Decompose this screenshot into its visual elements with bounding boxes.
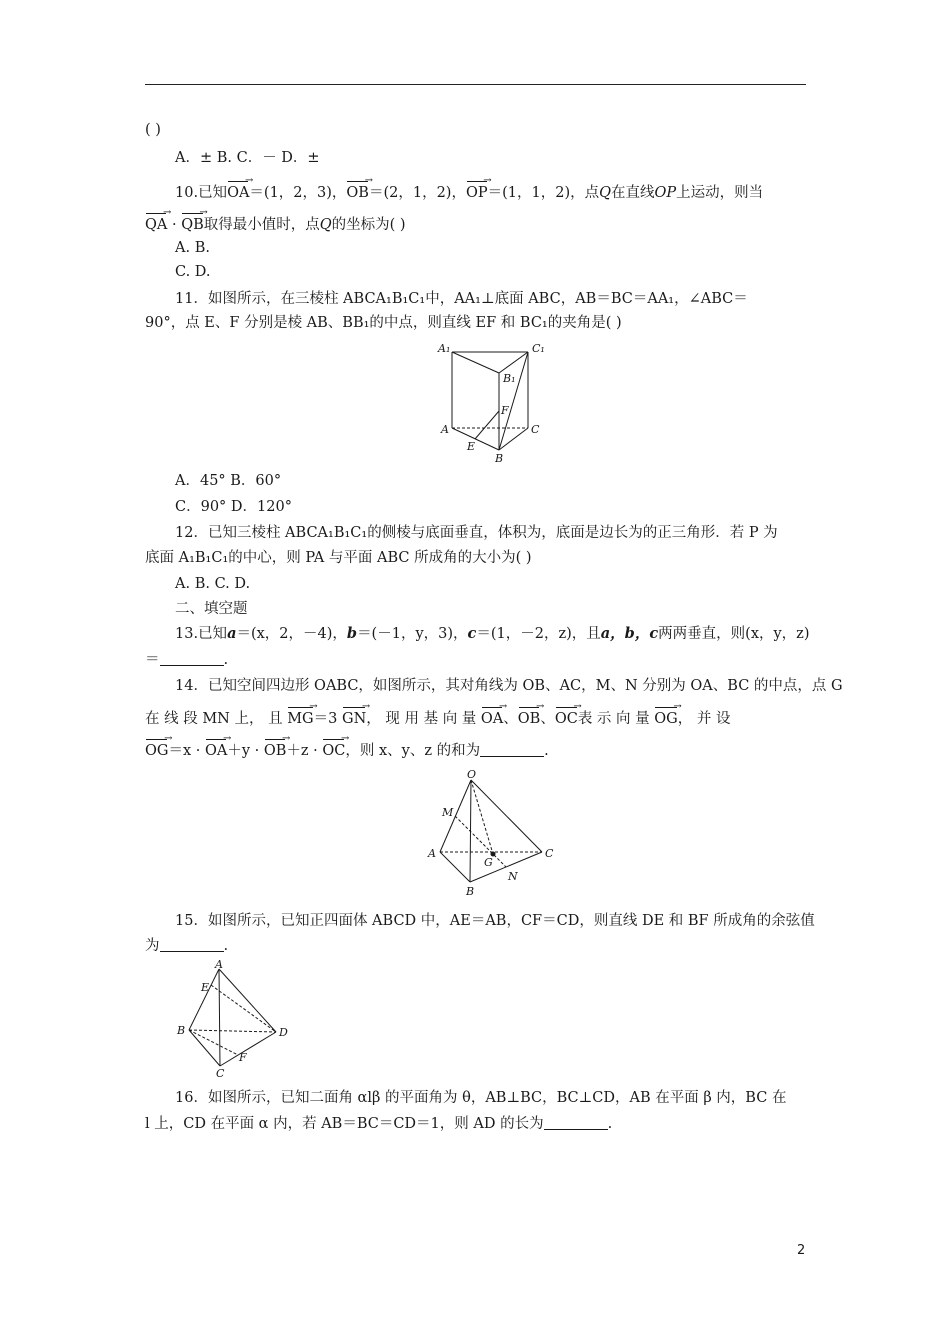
q13-line2: ＝ . — [145, 652, 229, 668]
label-B: B — [466, 885, 475, 898]
regular-tetrahedron-abcd-figure — [172, 958, 292, 1078]
label-F: F — [501, 404, 509, 417]
label-C1: C₁ — [532, 342, 545, 355]
label-F: F — [239, 1051, 247, 1064]
q9-options: A．± B. C．－ D．± — [175, 150, 320, 166]
q15-line1: 15．如图所示，已知正四面体 ABCD 中，AE＝AB，CF＝CD，则直线 DE 和 BF 所成角的余弦值 — [175, 913, 815, 929]
q12-options: A. B. C. D. — [175, 576, 251, 592]
q13-answer-blank — [160, 651, 224, 666]
q10-options-1: A. B. — [175, 240, 210, 256]
label-A: A — [428, 847, 436, 860]
q15-line2: 为 . — [145, 938, 229, 954]
q16-line1: 16．如图所示，已知二面角 αlβ 的平面角为 θ，AB⊥BC，BC⊥CD，AB 在平面 β 内，BC 在 — [175, 1090, 787, 1106]
label-C: C — [531, 423, 540, 436]
q14-line3: OG →＝x · OA →＋y · OB →＋z · OC →，则 x、y、z 的和为 . — [145, 738, 549, 761]
label-A: A — [441, 423, 449, 436]
label-B1: B₁ — [503, 372, 516, 385]
vector-qb: QB → — [181, 212, 204, 235]
vector-qa: QA → — [145, 212, 167, 235]
q13-line1: 13.已知a＝(x，2，－4)，b＝(－1，y，3)，c＝(1，－2，z)，且a，b，c两两垂直，则(x，y，z) — [175, 625, 810, 642]
vector-oa: OA → — [227, 180, 249, 203]
q15-answer-blank — [160, 937, 224, 952]
label-N: N — [508, 870, 518, 883]
q14-line1: 14．已知空间四边形 OABC，如图所示，其对角线为 OB、AC，M、N 分别为 OA、BC 的中点，点 G — [175, 678, 843, 694]
q10-line1: 10.已知OA →＝(1，2，3)，OB →＝(2，1，2)，OP →＝(1，1，2)，点Q在直线OP上运动，则当 — [175, 180, 763, 203]
label-D: D — [279, 1026, 288, 1039]
q10-options-2: C. D. — [175, 264, 211, 280]
label-G: G — [484, 856, 493, 869]
tetrahedron-oabc-figure — [425, 768, 560, 903]
label-B: B — [495, 452, 504, 465]
label-E: E — [201, 981, 210, 994]
q16-answer-blank — [544, 1115, 608, 1130]
vector-op: OP → — [466, 180, 488, 203]
q11-options-2: C．90° D．120° — [175, 499, 292, 515]
q14-answer-blank — [480, 742, 544, 757]
label-A1: A₁ — [438, 342, 451, 355]
q11-options-1: A．45° B．60° — [175, 473, 282, 489]
q9-paren: ( ) — [145, 122, 161, 138]
label-B: B — [177, 1024, 186, 1037]
label-E: E — [467, 440, 476, 453]
label-M: M — [442, 806, 454, 819]
q16-line2: l 上，CD 在平面 α 内，若 AB＝BC＝CD＝1，则 AD 的长为 . — [145, 1116, 613, 1132]
q14-line2: 在 线 段 MN 上， 且 MG →＝3 GN →， 现 用 基 向 量 OA →、OB →、OC →表 示 向 量 OG →， 并 设 — [145, 706, 730, 729]
section-fill-in-heading: 二、填空题 — [175, 601, 248, 617]
q11-line2: 90°，点 E、F 分别是棱 AB、BB₁的中点，则直线 EF 和 BC₁的夹角是( ) — [145, 315, 622, 331]
label-A: A — [215, 958, 223, 971]
q10-line2: QA → · QB →取得最小值时，点Q的坐标为( ) — [145, 212, 406, 235]
label-C: C — [216, 1067, 225, 1078]
q12-line2: 底面 A₁B₁C₁的中心，则 PA 与平面 ABC 所成角的大小为( ) — [145, 550, 532, 566]
vector-ob: OB → — [346, 180, 369, 203]
page-number: 2 — [797, 1243, 806, 1258]
label-C: C — [545, 847, 554, 860]
header-rule — [145, 84, 806, 85]
q11-line1: 11．如图所示，在三棱柱 ABCA₁B₁C₁中，AA₁⊥底面 ABC，AB＝BC＝AA₁，∠ABC＝ — [175, 291, 748, 307]
triangular-prism-figure — [432, 340, 557, 465]
label-O: O — [467, 768, 477, 781]
q12-line1: 12．已知三棱柱 ABCA₁B₁C₁的侧棱与底面垂直，体积为，底面是边长为的正三角形．若 P 为 — [175, 525, 778, 541]
